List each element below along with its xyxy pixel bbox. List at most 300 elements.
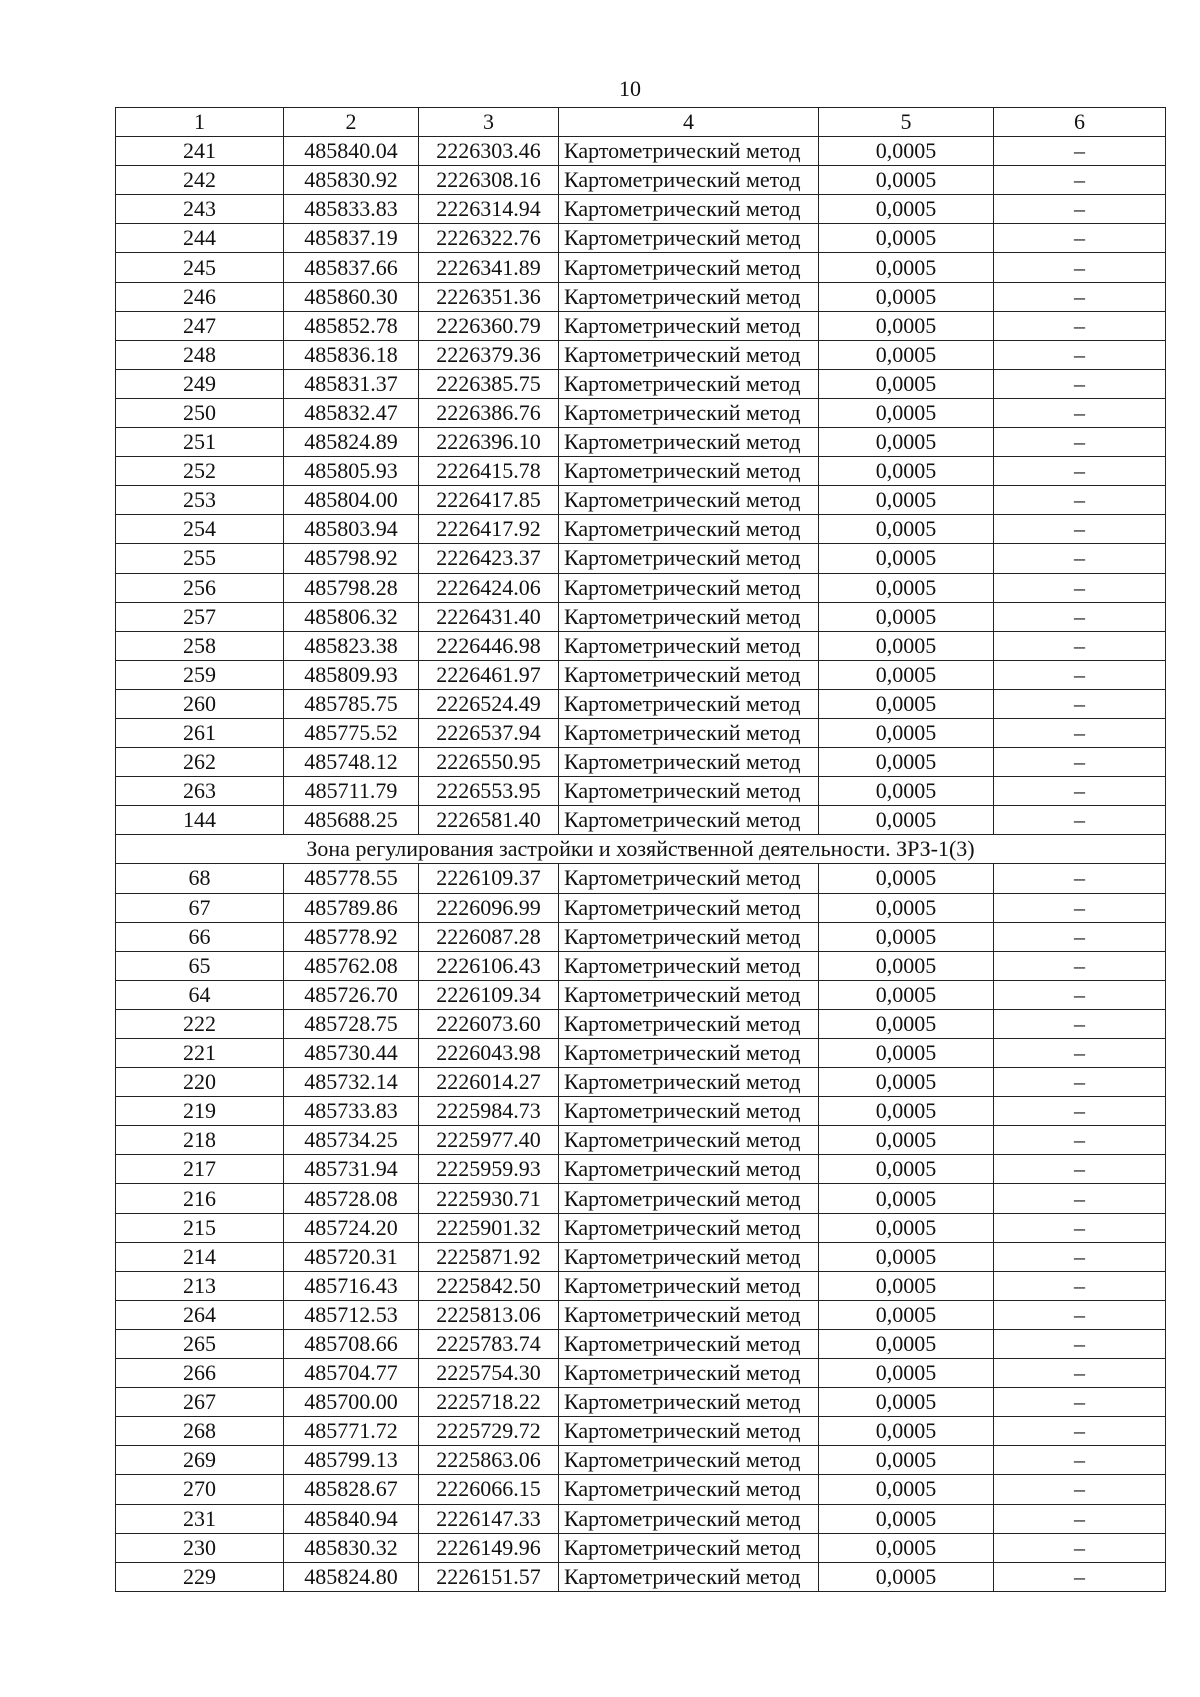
accuracy-cell: 0,0005 (819, 660, 994, 689)
accuracy-cell: 0,0005 (819, 573, 994, 602)
description-cell: – (994, 282, 1166, 311)
method-cell: Картометрический метод (559, 1300, 819, 1329)
point-number-cell: 262 (116, 748, 284, 777)
method-cell: Картометрический метод (559, 1504, 819, 1533)
y-coordinate-cell: 2226303.46 (419, 137, 559, 166)
method-cell: Картометрический метод (559, 398, 819, 427)
description-cell: – (994, 1562, 1166, 1591)
description-cell: – (994, 1271, 1166, 1300)
method-cell: Картометрический метод (559, 544, 819, 573)
x-coordinate-cell: 485731.94 (284, 1155, 419, 1184)
table-row (116, 1533, 1166, 1562)
point-number-cell: 67 (116, 893, 284, 922)
method-cell: Картометрический метод (559, 457, 819, 486)
description-cell: – (994, 311, 1166, 340)
accuracy-cell: 0,0005 (819, 1562, 994, 1591)
table-row (116, 253, 1166, 282)
table-row (116, 1184, 1166, 1213)
method-cell: Картометрический метод (559, 573, 819, 602)
description-cell: – (994, 137, 1166, 166)
accuracy-cell: 0,0005 (819, 777, 994, 806)
x-coordinate-cell: 485688.25 (284, 806, 419, 835)
point-number-cell: 144 (116, 806, 284, 835)
point-number-cell: 243 (116, 195, 284, 224)
point-number-cell: 270 (116, 1475, 284, 1504)
y-coordinate-cell: 2225901.32 (419, 1213, 559, 1242)
method-cell: Картометрический метод (559, 631, 819, 660)
y-coordinate-cell: 2226360.79 (419, 311, 559, 340)
y-coordinate-cell: 2226446.98 (419, 631, 559, 660)
table-row (116, 1446, 1166, 1475)
table-row (116, 631, 1166, 660)
description-cell: – (994, 1388, 1166, 1417)
x-coordinate-cell: 485836.18 (284, 340, 419, 369)
x-coordinate-cell: 485762.08 (284, 951, 419, 980)
method-cell: Картометрический метод (559, 1533, 819, 1562)
table-row (116, 340, 1166, 369)
y-coordinate-cell: 2226149.96 (419, 1533, 559, 1562)
table-row (116, 777, 1166, 806)
x-coordinate-cell: 485748.12 (284, 748, 419, 777)
x-coordinate-cell: 485803.94 (284, 515, 419, 544)
description-cell: – (994, 428, 1166, 457)
method-cell: Картометрический метод (559, 1009, 819, 1038)
table-row (116, 922, 1166, 951)
table-row (116, 1475, 1166, 1504)
point-number-cell: 268 (116, 1417, 284, 1446)
method-cell: Картометрический метод (559, 1562, 819, 1591)
x-coordinate-cell: 485837.66 (284, 253, 419, 282)
y-coordinate-cell: 2226581.40 (419, 806, 559, 835)
description-cell: – (994, 631, 1166, 660)
y-coordinate-cell: 2226066.15 (419, 1475, 559, 1504)
accuracy-cell: 0,0005 (819, 1039, 994, 1068)
x-coordinate-cell: 485806.32 (284, 602, 419, 631)
x-coordinate-cell: 485775.52 (284, 718, 419, 747)
table-row (116, 544, 1166, 573)
x-coordinate-cell: 485799.13 (284, 1446, 419, 1475)
table-row (116, 1329, 1166, 1358)
y-coordinate-cell: 2226417.92 (419, 515, 559, 544)
table-row (116, 369, 1166, 398)
method-cell: Картометрический метод (559, 660, 819, 689)
accuracy-cell: 0,0005 (819, 166, 994, 195)
description-cell: – (994, 1475, 1166, 1504)
point-number-cell: 259 (116, 660, 284, 689)
point-number-cell: 260 (116, 689, 284, 718)
method-cell: Картометрический метод (559, 515, 819, 544)
table-row (116, 1388, 1166, 1417)
point-number-cell: 214 (116, 1242, 284, 1271)
accuracy-cell: 0,0005 (819, 806, 994, 835)
method-cell: Картометрический метод (559, 1359, 819, 1388)
method-cell: Картометрический метод (559, 1068, 819, 1097)
y-coordinate-cell: 2226537.94 (419, 718, 559, 747)
accuracy-cell: 0,0005 (819, 224, 994, 253)
x-coordinate-cell: 485734.25 (284, 1126, 419, 1155)
x-coordinate-cell: 485728.75 (284, 1009, 419, 1038)
y-coordinate-cell: 2225813.06 (419, 1300, 559, 1329)
accuracy-cell: 0,0005 (819, 1359, 994, 1388)
accuracy-cell: 0,0005 (819, 951, 994, 980)
y-coordinate-cell: 2226308.16 (419, 166, 559, 195)
x-coordinate-cell: 485833.83 (284, 195, 419, 224)
method-cell: Картометрический метод (559, 195, 819, 224)
y-coordinate-cell: 2226550.95 (419, 748, 559, 777)
zone-title: Зона регулирования застройки и хозяйственной деятельности. ЗРЗ-1(3) (116, 835, 1166, 864)
accuracy-cell: 0,0005 (819, 1097, 994, 1126)
point-number-cell: 222 (116, 1009, 284, 1038)
method-cell: Картометрический метод (559, 282, 819, 311)
column-header-5: 5 (819, 108, 994, 137)
table-row (116, 893, 1166, 922)
y-coordinate-cell: 2225783.74 (419, 1329, 559, 1358)
table-row (116, 806, 1166, 835)
table-row (116, 1300, 1166, 1329)
zone-heading-row (116, 835, 1166, 864)
method-cell: Картометрический метод (559, 1475, 819, 1504)
description-cell: – (994, 748, 1166, 777)
description-cell: – (994, 1417, 1166, 1446)
description-cell: – (994, 1126, 1166, 1155)
accuracy-cell: 0,0005 (819, 1242, 994, 1271)
x-coordinate-cell: 485711.79 (284, 777, 419, 806)
accuracy-cell: 0,0005 (819, 1155, 994, 1184)
accuracy-cell: 0,0005 (819, 718, 994, 747)
x-coordinate-cell: 485824.80 (284, 1562, 419, 1591)
x-coordinate-cell: 485809.93 (284, 660, 419, 689)
x-coordinate-cell: 485712.53 (284, 1300, 419, 1329)
accuracy-cell: 0,0005 (819, 515, 994, 544)
y-coordinate-cell: 2226014.27 (419, 1068, 559, 1097)
description-cell: – (994, 195, 1166, 224)
y-coordinate-cell: 2225863.06 (419, 1446, 559, 1475)
description-cell: – (994, 340, 1166, 369)
x-coordinate-cell: 485804.00 (284, 486, 419, 515)
table-row (116, 224, 1166, 253)
accuracy-cell: 0,0005 (819, 1126, 994, 1155)
point-number-cell: 267 (116, 1388, 284, 1417)
y-coordinate-cell: 2226461.97 (419, 660, 559, 689)
method-cell: Картометрический метод (559, 1388, 819, 1417)
x-coordinate-cell: 485798.92 (284, 544, 419, 573)
description-cell: – (994, 457, 1166, 486)
method-cell: Картометрический метод (559, 893, 819, 922)
table-row (116, 1213, 1166, 1242)
point-number-cell: 257 (116, 602, 284, 631)
accuracy-cell: 0,0005 (819, 1475, 994, 1504)
y-coordinate-cell: 2225718.22 (419, 1388, 559, 1417)
point-number-cell: 255 (116, 544, 284, 573)
table-row (116, 486, 1166, 515)
point-number-cell: 261 (116, 718, 284, 747)
point-number-cell: 252 (116, 457, 284, 486)
y-coordinate-cell: 2226151.57 (419, 1562, 559, 1591)
point-number-cell: 219 (116, 1097, 284, 1126)
accuracy-cell: 0,0005 (819, 602, 994, 631)
x-coordinate-cell: 485733.83 (284, 1097, 419, 1126)
x-coordinate-cell: 485798.28 (284, 573, 419, 602)
description-cell: – (994, 1155, 1166, 1184)
column-header-1: 1 (116, 108, 284, 137)
accuracy-cell: 0,0005 (819, 1271, 994, 1300)
accuracy-cell: 0,0005 (819, 340, 994, 369)
point-number-cell: 65 (116, 951, 284, 980)
method-cell: Картометрический метод (559, 1271, 819, 1300)
point-number-cell: 218 (116, 1126, 284, 1155)
description-cell: – (994, 166, 1166, 195)
point-number-cell: 265 (116, 1329, 284, 1358)
table-row (116, 515, 1166, 544)
table-row (116, 748, 1166, 777)
method-cell: Картометрический метод (559, 602, 819, 631)
description-cell: – (994, 1446, 1166, 1475)
accuracy-cell: 0,0005 (819, 748, 994, 777)
y-coordinate-cell: 2226147.33 (419, 1504, 559, 1533)
point-number-cell: 258 (116, 631, 284, 660)
table-row (116, 864, 1166, 893)
point-number-cell: 247 (116, 311, 284, 340)
method-cell: Картометрический метод (559, 1039, 819, 1068)
method-cell: Картометрический метод (559, 951, 819, 980)
accuracy-cell: 0,0005 (819, 1329, 994, 1358)
x-coordinate-cell: 485724.20 (284, 1213, 419, 1242)
y-coordinate-cell: 2226043.98 (419, 1039, 559, 1068)
description-cell: – (994, 573, 1166, 602)
description-cell: – (994, 1359, 1166, 1388)
point-number-cell: 266 (116, 1359, 284, 1388)
point-number-cell: 68 (116, 864, 284, 893)
table-row (116, 1009, 1166, 1038)
description-cell: – (994, 1300, 1166, 1329)
accuracy-cell: 0,0005 (819, 1068, 994, 1097)
description-cell: – (994, 1039, 1166, 1068)
method-cell: Картометрический метод (559, 1446, 819, 1475)
y-coordinate-cell: 2225754.30 (419, 1359, 559, 1388)
method-cell: Картометрический метод (559, 1097, 819, 1126)
method-cell: Картометрический метод (559, 1242, 819, 1271)
table-row (116, 398, 1166, 427)
accuracy-cell: 0,0005 (819, 253, 994, 282)
accuracy-cell: 0,0005 (819, 1446, 994, 1475)
x-coordinate-cell: 485860.30 (284, 282, 419, 311)
table-row (116, 1155, 1166, 1184)
table-row (116, 573, 1166, 602)
table-row (116, 1242, 1166, 1271)
y-coordinate-cell: 2225984.73 (419, 1097, 559, 1126)
method-cell: Картометрический метод (559, 137, 819, 166)
x-coordinate-cell: 485720.31 (284, 1242, 419, 1271)
accuracy-cell: 0,0005 (819, 369, 994, 398)
x-coordinate-cell: 485823.38 (284, 631, 419, 660)
table-row (116, 660, 1166, 689)
accuracy-cell: 0,0005 (819, 1533, 994, 1562)
point-number-cell: 263 (116, 777, 284, 806)
y-coordinate-cell: 2226087.28 (419, 922, 559, 951)
point-number-cell: 213 (116, 1271, 284, 1300)
accuracy-cell: 0,0005 (819, 1417, 994, 1446)
accuracy-cell: 0,0005 (819, 311, 994, 340)
x-coordinate-cell: 485732.14 (284, 1068, 419, 1097)
description-cell: – (994, 369, 1166, 398)
x-coordinate-cell: 485824.89 (284, 428, 419, 457)
x-coordinate-cell: 485828.67 (284, 1475, 419, 1504)
page-number: 10 (619, 76, 641, 101)
point-number-cell: 231 (116, 1504, 284, 1533)
table-row (116, 282, 1166, 311)
point-number-cell: 230 (116, 1533, 284, 1562)
table-row (116, 195, 1166, 224)
point-number-cell: 216 (116, 1184, 284, 1213)
method-cell: Картометрический метод (559, 1213, 819, 1242)
x-coordinate-cell: 485830.92 (284, 166, 419, 195)
accuracy-cell: 0,0005 (819, 1213, 994, 1242)
point-number-cell: 229 (116, 1562, 284, 1591)
accuracy-cell: 0,0005 (819, 1184, 994, 1213)
table-row (116, 1126, 1166, 1155)
y-coordinate-cell: 2225842.50 (419, 1271, 559, 1300)
table-row (116, 951, 1166, 980)
x-coordinate-cell: 485831.37 (284, 369, 419, 398)
description-cell: – (994, 893, 1166, 922)
point-number-cell: 246 (116, 282, 284, 311)
description-cell: – (994, 398, 1166, 427)
method-cell: Картометрический метод (559, 1184, 819, 1213)
x-coordinate-cell: 485771.72 (284, 1417, 419, 1446)
method-cell: Картометрический метод (559, 486, 819, 515)
method-cell: Картометрический метод (559, 748, 819, 777)
table-row (116, 718, 1166, 747)
y-coordinate-cell: 2226524.49 (419, 689, 559, 718)
accuracy-cell: 0,0005 (819, 1300, 994, 1329)
point-number-cell: 215 (116, 1213, 284, 1242)
x-coordinate-cell: 485778.55 (284, 864, 419, 893)
accuracy-cell: 0,0005 (819, 689, 994, 718)
method-cell: Картометрический метод (559, 806, 819, 835)
accuracy-cell: 0,0005 (819, 1504, 994, 1533)
point-number-cell: 220 (116, 1068, 284, 1097)
table-row (116, 1271, 1166, 1300)
x-coordinate-cell: 485832.47 (284, 398, 419, 427)
method-cell: Картометрический метод (559, 922, 819, 951)
description-cell: – (994, 951, 1166, 980)
y-coordinate-cell: 2226109.37 (419, 864, 559, 893)
table-row (116, 137, 1166, 166)
description-cell: – (994, 660, 1166, 689)
table-row (116, 457, 1166, 486)
coordinates-table (115, 107, 1166, 1592)
table-row (116, 602, 1166, 631)
description-cell: – (994, 777, 1166, 806)
x-coordinate-cell: 485852.78 (284, 311, 419, 340)
description-cell: – (994, 602, 1166, 631)
accuracy-cell: 0,0005 (819, 137, 994, 166)
x-coordinate-cell: 485805.93 (284, 457, 419, 486)
method-cell: Картометрический метод (559, 166, 819, 195)
description-cell: – (994, 864, 1166, 893)
method-cell: Картометрический метод (559, 864, 819, 893)
point-number-cell: 221 (116, 1039, 284, 1068)
point-number-cell: 253 (116, 486, 284, 515)
x-coordinate-cell: 485778.92 (284, 922, 419, 951)
point-number-cell: 241 (116, 137, 284, 166)
point-number-cell: 256 (116, 573, 284, 602)
description-cell: – (994, 1184, 1166, 1213)
point-number-cell: 251 (116, 428, 284, 457)
y-coordinate-cell: 2226322.76 (419, 224, 559, 253)
method-cell: Картометрический метод (559, 253, 819, 282)
table-row (116, 980, 1166, 1009)
description-cell: – (994, 1504, 1166, 1533)
x-coordinate-cell: 485716.43 (284, 1271, 419, 1300)
description-cell: – (994, 689, 1166, 718)
point-number-cell: 245 (116, 253, 284, 282)
y-coordinate-cell: 2225871.92 (419, 1242, 559, 1271)
accuracy-cell: 0,0005 (819, 893, 994, 922)
method-cell: Картометрический метод (559, 224, 819, 253)
x-coordinate-cell: 485840.04 (284, 137, 419, 166)
description-cell: – (994, 806, 1166, 835)
x-coordinate-cell: 485785.75 (284, 689, 419, 718)
point-number-cell: 248 (116, 340, 284, 369)
table-row (116, 311, 1166, 340)
method-cell: Картометрический метод (559, 428, 819, 457)
point-number-cell: 244 (116, 224, 284, 253)
point-number-cell: 66 (116, 922, 284, 951)
x-coordinate-cell: 485726.70 (284, 980, 419, 1009)
method-cell: Картометрический метод (559, 718, 819, 747)
method-cell: Картометрический метод (559, 340, 819, 369)
accuracy-cell: 0,0005 (819, 1009, 994, 1038)
table-row (116, 1039, 1166, 1068)
y-coordinate-cell: 2226109.34 (419, 980, 559, 1009)
method-cell: Картометрический метод (559, 1329, 819, 1358)
method-cell: Картометрический метод (559, 1155, 819, 1184)
point-number-cell: 254 (116, 515, 284, 544)
table-row (116, 428, 1166, 457)
y-coordinate-cell: 2226431.40 (419, 602, 559, 631)
method-cell: Картометрический метод (559, 311, 819, 340)
column-header-3: 3 (419, 108, 559, 137)
column-header-4: 4 (559, 108, 819, 137)
description-cell: – (994, 922, 1166, 951)
description-cell: – (994, 980, 1166, 1009)
table-row (116, 1504, 1166, 1533)
point-number-cell: 269 (116, 1446, 284, 1475)
x-coordinate-cell: 485700.00 (284, 1388, 419, 1417)
method-cell: Картометрический метод (559, 777, 819, 806)
description-cell: – (994, 1009, 1166, 1038)
description-cell: – (994, 1213, 1166, 1242)
description-cell: – (994, 253, 1166, 282)
y-coordinate-cell: 2226314.94 (419, 195, 559, 224)
description-cell: – (994, 224, 1166, 253)
description-cell: – (994, 544, 1166, 573)
accuracy-cell: 0,0005 (819, 922, 994, 951)
table-row (116, 1097, 1166, 1126)
x-coordinate-cell: 485708.66 (284, 1329, 419, 1358)
x-coordinate-cell: 485840.94 (284, 1504, 419, 1533)
point-number-cell: 242 (116, 166, 284, 195)
table-row (116, 1359, 1166, 1388)
accuracy-cell: 0,0005 (819, 864, 994, 893)
description-cell: – (994, 486, 1166, 515)
y-coordinate-cell: 2226351.36 (419, 282, 559, 311)
y-coordinate-cell: 2226417.85 (419, 486, 559, 515)
x-coordinate-cell: 485789.86 (284, 893, 419, 922)
accuracy-cell: 0,0005 (819, 1388, 994, 1417)
point-number-cell: 250 (116, 398, 284, 427)
